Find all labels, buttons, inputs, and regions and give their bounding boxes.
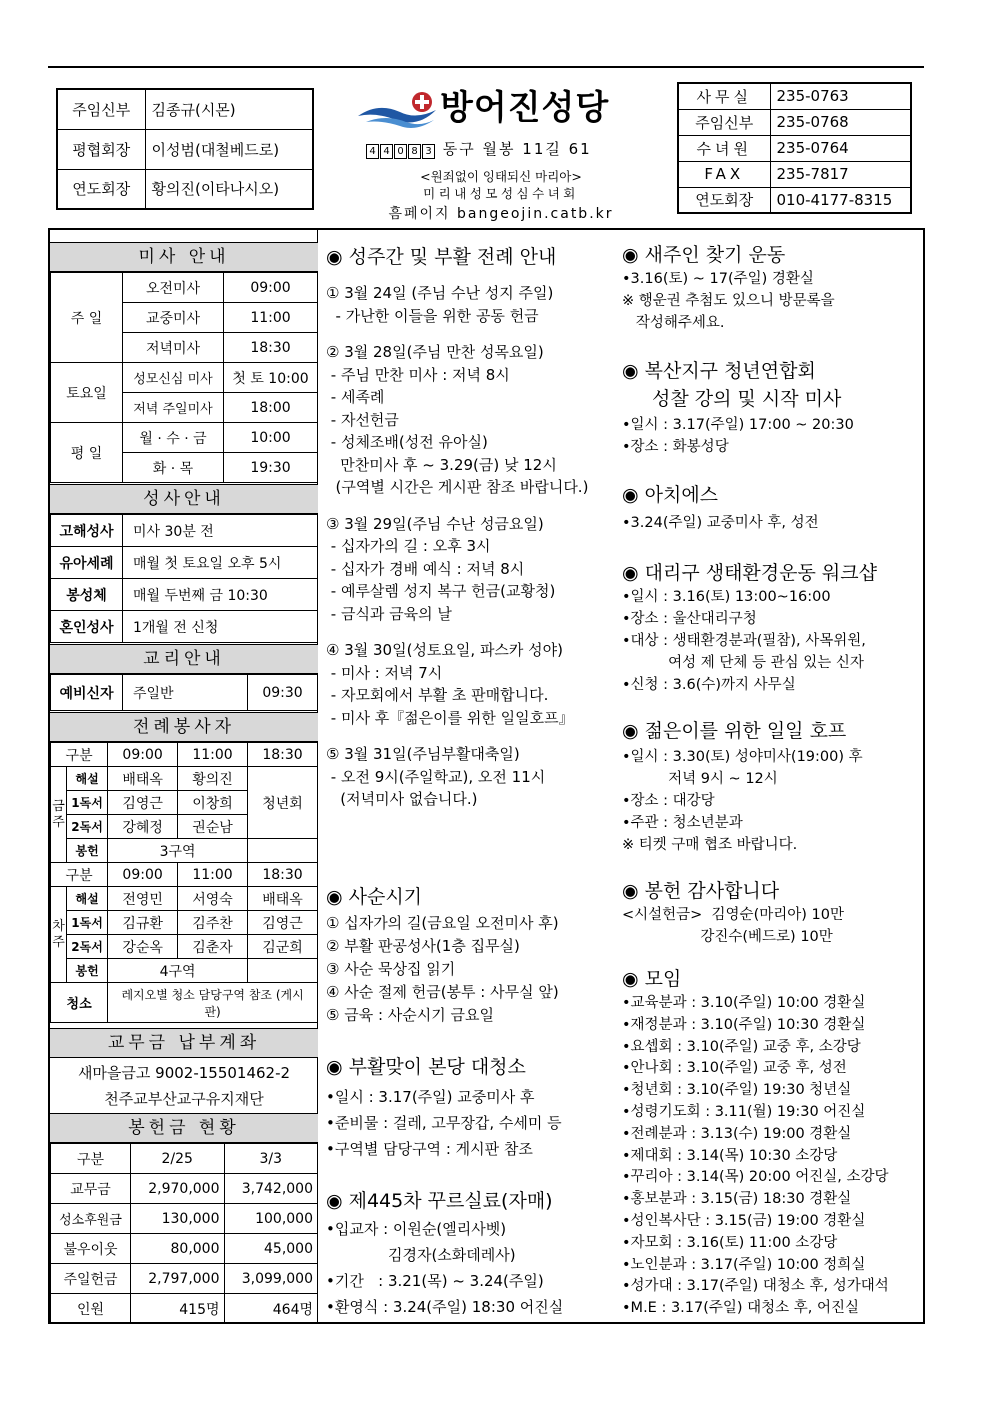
info-value: 황의진(이타나시오): [145, 169, 313, 209]
text-line: •대상 : 생태환경분과(필참), 사목위원,: [622, 633, 866, 649]
text-line: •자모회 : 3.16(토) 11:00 소강당: [622, 1234, 838, 1251]
off-value: 100,000: [224, 1204, 318, 1234]
server: 김영근: [248, 911, 318, 935]
text-line: •일시 : 3.30(토) 성야미사(19:00) 후: [622, 749, 863, 765]
liturgy-table-week1: [50, 742, 318, 1023]
text-line: (저녁미사 없습니다.): [326, 790, 478, 808]
text-line: 만찬미사 후 ~ 3.29(금) 낮 12시: [326, 455, 557, 474]
info-key: 연도회장: [57, 169, 145, 209]
section-title: ◉ 모임: [622, 968, 682, 990]
text-line: •구역별 담당구역 : 게시판 참조: [326, 1140, 533, 1158]
offering-district: 4구역: [108, 959, 248, 983]
row-label: 토요일: [51, 363, 123, 423]
text-line: - 자모회에서 부활 초 판매합니다.: [326, 686, 549, 704]
mass-time: 첫 토 10:00: [224, 363, 318, 393]
text-line: •일시 : 3.17(주일) 교중미사 후: [326, 1088, 535, 1106]
text-line: •3.24(주일) 교중미사 후, 성전: [622, 515, 819, 531]
text-line: •장소 : 울산대리구청: [622, 611, 757, 627]
row-label: 평 일: [51, 423, 123, 483]
sacrament-table: [50, 514, 318, 643]
role: 청소: [51, 983, 108, 1023]
phone-value: 235-0763: [770, 83, 911, 109]
motto-line: 미리내성모성심수녀회: [423, 186, 579, 201]
sacrament-info: 매월 첫 토요일 오후 5시: [123, 547, 318, 579]
off-value: 3,742,000: [224, 1174, 318, 1204]
catechism-title: 교리안내: [50, 644, 318, 674]
mass-name: 오전미사: [123, 273, 224, 303]
off-value: 2,970,000: [131, 1174, 225, 1204]
text-line: - 주님 만찬 미사 : 저녁 8시: [326, 365, 510, 384]
text-line: •꾸리아 : 3.14(목) 20:00 어진실, 소강당: [622, 1169, 889, 1186]
text-line: 여성 제 단체 등 관심 있는 신자: [622, 655, 864, 671]
text-line: •안나회 : 3.10(주일) 교중 후, 성전: [622, 1060, 847, 1077]
account-holder: 천주교부산교구유지재단: [104, 1090, 264, 1108]
text-line: ① 3월 24일 (주님 수난 성지 주일): [326, 284, 554, 302]
text-line: •전례분과 : 3.13(수) 19:00 경환실: [622, 1125, 852, 1142]
top-rule: [48, 66, 924, 68]
account-info: [50, 1060, 318, 1112]
off-head: 구분: [51, 1144, 131, 1174]
mass-title: 미사 안내: [50, 242, 318, 272]
lit-head: 11:00: [178, 863, 248, 887]
sacrament-info: 미사 30분 전: [123, 515, 318, 547]
text-line: •노인분과 : 3.17(주일) 10:00 정희실: [622, 1256, 866, 1273]
section-title: 성찰 강의 및 시작 미사: [652, 388, 842, 410]
sacrament-info: 1개월 전 신청: [123, 611, 318, 643]
lit-head: 09:00: [108, 743, 178, 767]
role: 해설: [67, 887, 108, 911]
offering-title: 봉헌금 현황: [50, 1113, 318, 1143]
off-value: 3,099,000: [224, 1264, 318, 1294]
section-title: ◉ 복산지구 청년연합회: [622, 360, 816, 382]
server: 김춘자: [178, 935, 248, 959]
church-logo-icon: [356, 92, 440, 128]
off-value: 130,000: [131, 1204, 225, 1234]
zip-digit: 4: [380, 144, 393, 159]
sacrament-name: 고해성사: [51, 515, 123, 547]
text-line: ② 부활 판공성사(1층 집무실): [326, 937, 520, 955]
offering-table: [50, 1143, 318, 1324]
phone-value: 235-7817: [770, 161, 911, 187]
off-label: 인원: [51, 1294, 131, 1324]
info-value: 김종규(시몬): [145, 89, 313, 129]
off-value: 45,000: [224, 1234, 318, 1264]
text-line: - 성체조배(성전 유아실): [326, 433, 488, 451]
off-head: 2/25: [131, 1144, 225, 1174]
text-line: - 가난한 이들을 위한 공동 헌금: [326, 306, 539, 325]
lit-head: 11:00: [178, 743, 248, 767]
phone-key: FAX: [678, 161, 770, 187]
server: 권순남: [178, 815, 248, 839]
role: 1독서: [67, 911, 108, 935]
text-line: 김경자(소화데레사): [326, 1246, 516, 1264]
address: [366, 138, 592, 159]
text-line: •장소 : 대강당: [622, 793, 715, 809]
sacrament-name: 유아세례: [51, 547, 123, 579]
sacrament-info: 매월 두번째 금 10:30: [123, 579, 318, 611]
text-line: ③ 사순 묵상집 읽기: [326, 960, 456, 978]
text-line: ③ 3월 29일(주님 수난 성금요일): [326, 514, 544, 533]
mass-name: 성모신심 미사: [123, 363, 224, 393]
text-line: - 예루살렘 성지 복구 헌금(교황청): [326, 582, 556, 600]
section-title: ◉ 새주인 찾기 운동: [622, 244, 786, 266]
role: 2독서: [67, 815, 108, 839]
text-line: •제대회 : 3.14(목) 10:30 소강당: [622, 1147, 838, 1164]
church-name: 방어진성당: [440, 88, 610, 128]
sacrament-name: 봉성체: [51, 579, 123, 611]
server: 강순옥: [108, 935, 178, 959]
server: 황의진: [178, 767, 248, 791]
text-line: •교육분과 : 3.10(주일) 10:00 경환실: [622, 995, 866, 1011]
address-text: 동구 월봉 11길 61: [442, 140, 592, 158]
week-label: 차주: [51, 887, 67, 983]
text-line: 저녁 9시 ~ 12시: [622, 771, 778, 787]
text-line: •주관 : 청소년분과: [622, 815, 743, 831]
cleaning-info: 레지오별 청소 담당구역 참조 (게시판): [108, 983, 318, 1023]
week-label: 금주: [51, 767, 67, 863]
zip-digit: 4: [366, 144, 379, 159]
text-line: ※ 행운권 추첨도 있으니 방문록을: [622, 293, 835, 309]
phone-value: 235-0768: [770, 109, 911, 135]
phone-value: 010-4177-8315: [770, 187, 911, 213]
mass-time: 19:30: [224, 453, 318, 483]
phone-key: 주임신부: [678, 109, 770, 135]
server: 강혜정: [108, 815, 178, 839]
catechism-class: 주일반: [123, 675, 248, 711]
text-line: 작성해주세요.: [622, 315, 725, 331]
mass-name: 월 · 수 · 금: [123, 423, 224, 453]
off-label: 주일헌금: [51, 1264, 131, 1294]
homepage: 흠페이지 bangeojin.catb.kr: [388, 206, 614, 222]
mass-name: 저녁미사: [123, 333, 224, 363]
row-label: 주 일: [51, 273, 123, 363]
zip-digit: 0: [394, 144, 407, 159]
text-line: •장소 : 화봉성당: [622, 439, 729, 455]
info-key: 주임신부: [57, 89, 145, 129]
text-line: ② 3월 28일(주님 만찬 성목요일): [326, 343, 544, 361]
text-line: (구역별 시간은 게시판 참조 바랍니다.): [326, 478, 589, 496]
section-title: ◉ 성주간 및 부활 전례 안내: [326, 246, 557, 268]
text-line: •기간 : 3.21(목) ~ 3.24(주일): [326, 1272, 544, 1290]
text-line: ※ 티켓 구매 협조 바랍니다.: [622, 837, 798, 853]
role: 해설: [67, 767, 108, 791]
phone-key: 연도회장: [678, 187, 770, 213]
off-value: 464명: [224, 1294, 318, 1324]
lit-head: 18:30: [248, 863, 318, 887]
text-line: - 미사 후『젊은이를 위한 일일호프』: [326, 708, 574, 727]
text-line: - 십자가 경배 예식 : 저녁 8시: [326, 559, 525, 578]
text-line: •일시 : 3.17(주일) 17:00 ~ 20:30: [622, 417, 854, 433]
phone-table: [677, 82, 912, 214]
mass-time: 18:30: [224, 333, 318, 363]
account-title: 교무금 납부계좌: [50, 1028, 318, 1058]
text-line: ④ 사순 절제 헌금(봉투 : 사무실 앞): [326, 983, 559, 1001]
text-line: ① 십자가의 길(금요일 오전미사 후): [326, 914, 559, 932]
mass-time: 11:00: [224, 303, 318, 333]
server-group: 청년회: [248, 767, 318, 839]
catechism-time: 09:30: [248, 675, 318, 711]
server: 김군희: [248, 935, 318, 959]
mass-time: 10:00: [224, 423, 318, 453]
text-line: •준비물 : 걸레, 고무장갑, 수세미 등: [326, 1114, 562, 1132]
text-line: •일시 : 3.16(토) 13:00~16:00: [622, 589, 831, 605]
off-label: 교무금: [51, 1174, 131, 1204]
section-title: ◉ 대리구 생태환경운동 워크샵: [622, 562, 877, 584]
catechism-name: 예비신자: [51, 675, 123, 711]
left-column: [50, 230, 318, 1322]
text-line: - 금식과 금육의 날: [326, 604, 452, 623]
mass-table: [50, 272, 318, 483]
section-title: ◉ 봉헌 감사합니다: [622, 880, 780, 902]
info-key: 평협회장: [57, 129, 145, 169]
phone-key: 수녀원: [678, 135, 770, 161]
text-line: •재정분과 : 3.10(주일) 10:30 경환실: [622, 1016, 866, 1033]
section-title: ◉ 제445차 꾸르실료(자매): [326, 1190, 553, 1212]
text-line: - 미사 : 저녁 7시: [326, 663, 443, 682]
text-line: •청년회 : 3.10(주일) 19:30 청년실: [622, 1082, 852, 1099]
text-line: <시설헌금> 김영순(마리아) 10만: [622, 907, 844, 923]
main-frame: [48, 228, 925, 1324]
lit-head: 구분: [51, 863, 108, 887]
off-label: 성소후원금: [51, 1204, 131, 1234]
leader-info-table: [56, 88, 314, 210]
text-line: - 십자가의 길 : 오후 3시: [326, 537, 491, 555]
motto-line: <원죄없이 잉태되신 마리아>: [420, 169, 582, 184]
section-title: ◉ 아치에스: [622, 484, 719, 506]
text-line: •입교자 : 이원순(엘리사벳): [326, 1220, 507, 1238]
server: 이창희: [178, 791, 248, 815]
mass-time: 09:00: [224, 273, 318, 303]
off-value: 80,000: [131, 1234, 225, 1264]
mass-name: 화 · 목: [123, 453, 224, 483]
role: 1독서: [67, 791, 108, 815]
server: 김규환: [108, 911, 178, 935]
section-title: ◉ 사순시기: [326, 886, 423, 908]
text-line: •환영식 : 3.24(주일) 18:30 어진실: [326, 1298, 564, 1316]
text-line: •요셉회 : 3.10(주일) 교중 후, 소강당: [622, 1038, 861, 1055]
lit-head: 구분: [51, 743, 108, 767]
account-number: 새마을금고 9002-15501462-2: [77, 1064, 291, 1082]
server: 배태옥: [248, 887, 318, 911]
off-value: 2,797,000: [131, 1264, 225, 1294]
text-line: •성령기도회 : 3.11(월) 19:30 어진실: [622, 1104, 866, 1120]
motto: [366, 168, 636, 202]
section-title: ◉ 부활맞이 본당 대청소: [326, 1056, 526, 1078]
text-line: - 세족례: [326, 388, 385, 406]
offering-district: 3구역: [108, 839, 248, 863]
server: 김영근: [108, 791, 178, 815]
liturgy-title: 전례봉사자: [50, 712, 318, 742]
text-line: •성가대 : 3.17(주일) 대청소 후, 성가대석: [622, 1278, 889, 1295]
sacrament-name: 혼인성사: [51, 611, 123, 643]
text-line: - 오전 9시(주일학교), 오전 11시: [326, 767, 546, 786]
section-title: ◉ 젊은이를 위한 일일 호프: [622, 720, 847, 742]
text-line: •홍보분과 : 3.15(금) 18:30 경환실: [622, 1191, 852, 1208]
phone-value: 235-0764: [770, 135, 911, 161]
mass-time: 18:00: [224, 393, 318, 423]
phone-key: 사무실: [678, 83, 770, 109]
role: 봉헌: [67, 959, 108, 983]
off-label: 불우이웃: [51, 1234, 131, 1264]
text-line: ⑤ 금육 : 사순시기 금요일: [326, 1006, 494, 1024]
server: 배태옥: [108, 767, 178, 791]
server: 전영민: [108, 887, 178, 911]
mass-name: 교중미사: [123, 303, 224, 333]
role: 봉헌: [67, 839, 108, 863]
text-line: •성인복사단 : 3.15(금) 19:00 경환실: [622, 1213, 866, 1229]
catechism-table: [50, 674, 318, 711]
off-head: 3/3: [224, 1144, 318, 1174]
text-line: ⑤ 3월 31일(주님부활대축일): [326, 745, 520, 763]
off-value: 415명: [131, 1294, 225, 1324]
text-line: •3.16(토) ~ 17(주일) 경환실: [622, 271, 814, 287]
text-line: ④ 3월 30일(성토요일, 파스카 성야): [326, 641, 564, 659]
info-value: 이성범(대철베드로): [145, 129, 313, 169]
text-line: - 자선헌금: [326, 410, 399, 429]
text-line: •M.E : 3.17(주일) 대청소 후, 어진실: [622, 1300, 860, 1317]
server: 서영숙: [178, 887, 248, 911]
sacrament-title: 성사안내: [50, 484, 318, 514]
text-line: 강진수(베드로) 10만: [622, 929, 833, 945]
text-line: •신청 : 3.6(수)까지 사무실: [622, 677, 796, 693]
lit-head: 18:30: [248, 743, 318, 767]
server: 김주찬: [178, 911, 248, 935]
role: 2독서: [67, 935, 108, 959]
lit-head: 09:00: [108, 863, 178, 887]
zip-digit: 8: [408, 144, 421, 159]
zip-digit: 3: [422, 144, 435, 159]
mass-name: 저녁 주일미사: [123, 393, 224, 423]
